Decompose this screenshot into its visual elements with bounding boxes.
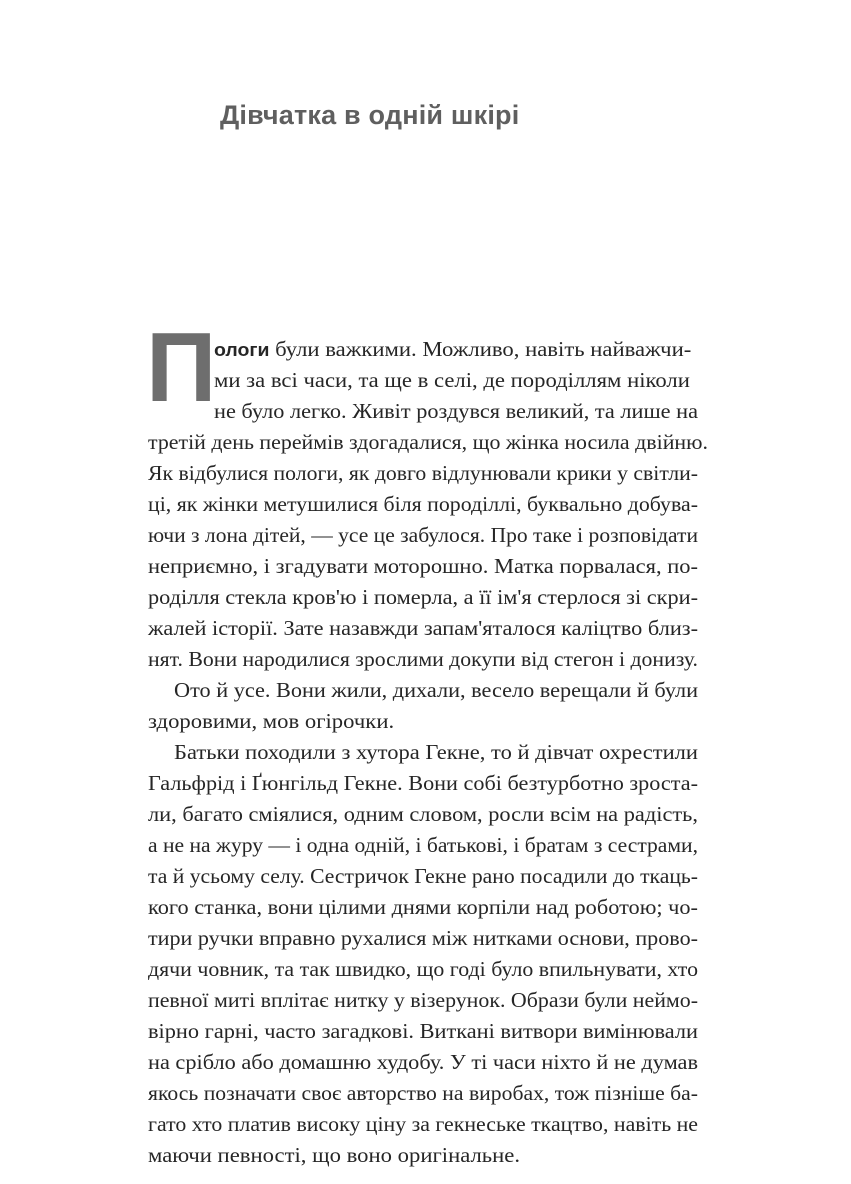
text-line: ці, як жінки метушилися біля породіллі, буквально добува- — [148, 492, 698, 516]
text-line: жалей історії. Зате назавжди запам'яталося каліцтво близ- — [148, 616, 698, 640]
text-line: гато хто платив високу ціну за гекнеське ткацтво, навіть не — [148, 1112, 698, 1136]
lead-word: ологи — [214, 340, 270, 360]
text-line: вірно гарні, часто загадкові. Виткані витвори вимінювали — [148, 1019, 698, 1043]
text-line: кого станка, вони цілими днями корпіли над роботою; чо- — [148, 895, 698, 919]
text-line: Ото й усе. Вони жили, дихали, весело верещали й були — [174, 678, 698, 702]
text-line: на срібло або домашню худобу. У ті часи ніхто й не думав — [148, 1050, 698, 1074]
text-line: нят. Вони народилися зрослими докупи від стегон і донизу. — [148, 647, 698, 671]
text-line: ми за всі часи, та ще в селі, де породіллям ніколи — [214, 368, 690, 392]
text-line: третій день переймів здогадалися, що жінка носила двійню. — [148, 430, 708, 454]
text-line: Гальфрід і Ґюнгільд Гекне. Вони собі безтурботно зроста- — [148, 771, 698, 795]
text-line: Батьки походили з хутора Гекне, то й дівчат охрестили — [174, 740, 698, 764]
text-line: та й усьому селу. Сестричок Гекне рано посадили до ткаць- — [148, 864, 698, 888]
text-line: певної миті вплітає нитку у візерунок. Образи були неймо- — [148, 988, 698, 1012]
text-line: Як відбулися пологи, як довго відлунювали крики у світли- — [148, 461, 698, 485]
text-line-content: були важкими. Можливо, навіть найважчи- — [269, 337, 692, 361]
text-line — [214, 332, 698, 366]
text-line: роділля стекла кров'ю і померла, а її ім'я стерлося зі скри- — [148, 585, 698, 609]
text-line: здоровими, мов огірочки. — [148, 709, 395, 733]
chapter-title: Дівчатка в одній шкірі — [220, 100, 520, 130]
text-line: не було легко. Живіт роздувся великий, та лише на — [214, 399, 698, 423]
text-line: дячи човник, та так швидко, що годі було впильнувати, хто — [148, 957, 698, 981]
text-line: неприємно, і згадувати моторошно. Матка порвалася, по- — [148, 554, 698, 578]
text-line: якось позначати своє авторство на виробах, тож пізніше ба- — [148, 1081, 698, 1105]
text-line: ючи з лона дітей, — усе це забулося. Про таке і розповідати — [148, 523, 698, 547]
drop-cap: П — [146, 312, 217, 422]
text-line: тири ручки вправно рухалися між нитками основи, прово- — [148, 926, 698, 950]
text-line: ли, багато сміялися, одним словом, росли всім на радість, — [148, 802, 698, 826]
text-line: маючи певності, що воно оригінальне. — [148, 1143, 521, 1167]
text-line: а не на журу — і одна одній, і батькові, і братам з сестрами, — [148, 833, 698, 857]
